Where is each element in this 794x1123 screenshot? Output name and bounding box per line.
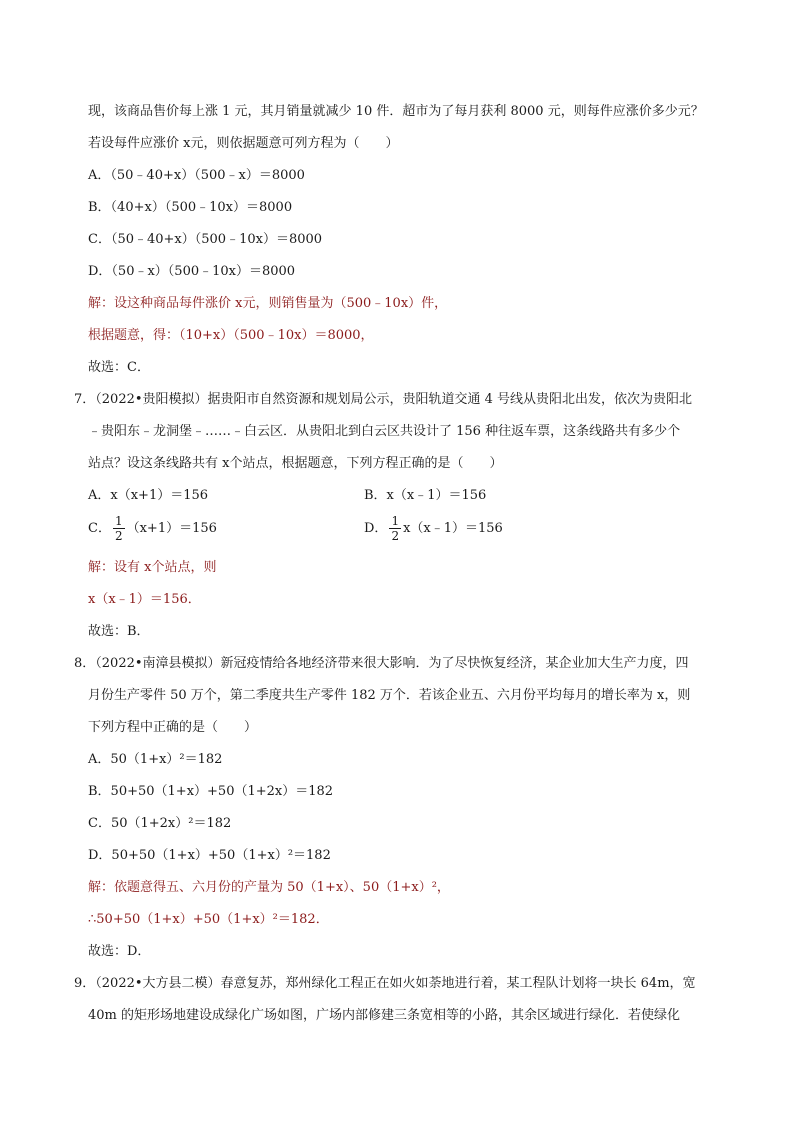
q8-option-a: A．50（1+x）²＝182	[88, 752, 223, 767]
q8-option-d: D．50+50（1+x）+50（1+x）²＝182	[88, 848, 331, 863]
q7-answer: 故选：B．	[88, 624, 150, 639]
q6-option-a: A．（50﹣40+x）（500﹣x）＝8000	[88, 168, 305, 183]
fraction-one-half	[389, 514, 401, 543]
q7-option-d-expression: x（x﹣1）＝156	[403, 521, 503, 536]
q8-solution-line-1: 解：依题意得五、六月份的产量为 50（1+x）、50（1+x）²，	[88, 880, 450, 895]
q8-option-c: C．50（1+2x）²＝182	[88, 816, 232, 831]
q8-option-b: B．50+50（1+x）+50（1+2x）＝182	[88, 784, 334, 799]
q6-answer: 故选：C．	[88, 360, 150, 375]
q6-stem-line-2: 若设每件应涨价 x元，则依据题意可列方程为（ ）	[88, 136, 399, 151]
q8-stem-line-1: 8．（2022•南漳县模拟）新冠疫情给各地经济带来很大影响．为了尽快恢复经济，某企业加大生产力度，四	[74, 656, 689, 671]
q7-option-c-label: C．	[88, 521, 111, 536]
q8-solution-line-2: ∴50+50（1+x）+50（1+x）²＝182．	[88, 912, 329, 927]
fraction-one-half	[113, 514, 125, 543]
q8-answer: 故选：D．	[88, 944, 151, 959]
q7-option-b: B．x（x﹣1）＝156	[364, 488, 487, 503]
q9-stem-line-1: 9．（2022•大方县二模）春意复苏，郑州绿化工程正在如火如荼地进行着，某工程队计划将一块长 64m，宽	[74, 976, 696, 991]
fraction-denominator: 2	[114, 529, 123, 543]
q7-option-d	[364, 514, 503, 544]
fraction-numerator: 1	[391, 514, 400, 528]
q7-option-c-expression: （x+1）＝156	[126, 521, 217, 536]
q7-solution-line-1: 解：设有 x个站点，则	[88, 560, 217, 575]
q6-option-d: D．（50﹣x）（500﹣10x）＝8000	[88, 264, 296, 279]
q6-solution-line-1: 解：设这种商品每件涨价 x元，则销售量为（500﹣10x）件，	[88, 296, 448, 311]
q6-option-b: B．（40+x）（500﹣10x）＝8000	[88, 200, 293, 215]
q7-option-c	[88, 514, 217, 544]
q7-stem-line-2: ﹣贵阳东﹣龙洞堡﹣……﹣白云区．从贵阳北到白云区共设计了 156 种往返车票，这条线路共有多少个	[88, 424, 681, 439]
fraction-numerator: 1	[114, 514, 123, 528]
q7-solution-line-2: x（x﹣1）＝156．	[88, 592, 201, 607]
q7-stem-line-1: 7．（2022•贵阳模拟）据贵阳市自然资源和规划局公示，贵阳轨道交通 4 号线从贵阳北出发，依次为贵阳北	[74, 392, 693, 407]
q7-option-d-label: D．	[364, 521, 388, 536]
q8-stem-line-2: 月份生产零件 50 万个，第二季度共生产零件 182 万个．若该企业五、六月份平均每月的增长率为 x，则	[88, 688, 691, 703]
q6-stem-line-1: 现，该商品售价每上涨 1 元，其月销量就减少 10 件．超市为了每月获利 8000 元，则每件应涨价多少元？	[88, 104, 704, 119]
q8-stem-line-3: 下列方程中正确的是（ ）	[88, 720, 258, 735]
fraction-denominator: 2	[391, 529, 400, 543]
q6-option-c: C．（50﹣40+x）（500﹣10x）＝8000	[88, 232, 323, 247]
q7-stem-line-3: 站点？设这条线路共有 x个站点，根据题意，下列方程正确的是（ ）	[88, 456, 503, 471]
q9-stem-line-2: 40m 的矩形场地建设成绿化广场如图，广场内部修建三条宽相等的小路，其余区域进行绿化．若使绿化	[88, 1008, 681, 1023]
q7-option-a: A．x（x+1）＝156	[88, 488, 209, 503]
q6-solution-line-2: 根据题意，得：（10+x）（500﹣10x）＝8000，	[88, 328, 374, 343]
